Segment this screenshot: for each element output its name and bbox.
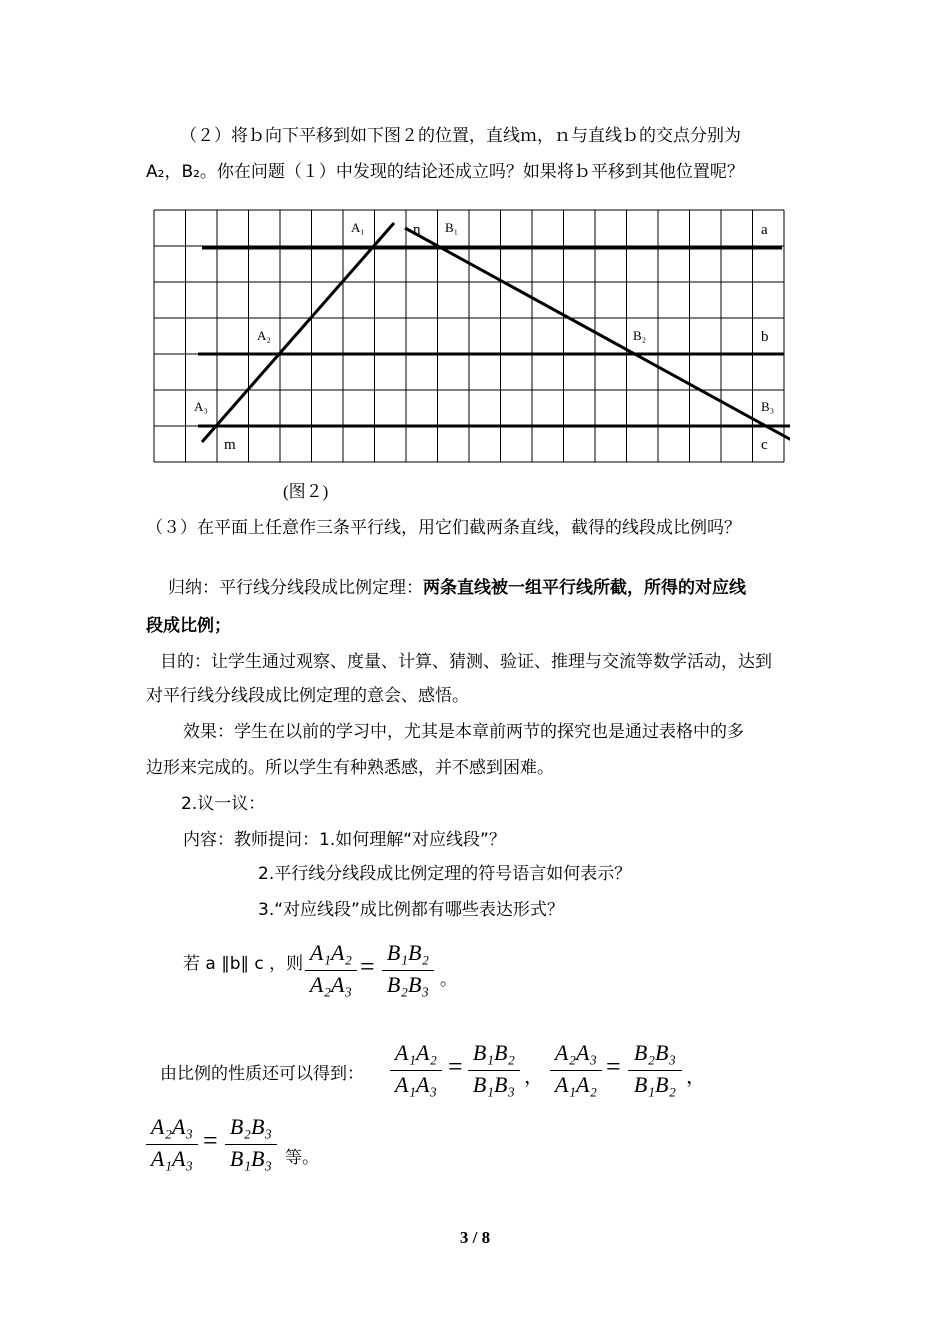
numerator: A₁A₂ xyxy=(394,1040,438,1065)
label-B1: B₁ xyxy=(445,220,459,235)
denominator: B₂B₃ xyxy=(386,972,430,997)
summary-line1 xyxy=(168,576,746,600)
question-1: 1.如何理解“对应线段”？ xyxy=(319,830,506,850)
question-3: 3.“对应线段”成比例都有哪些表达形式？ xyxy=(258,900,564,920)
label-A1: A₁ xyxy=(351,220,365,235)
discuss-question-1 xyxy=(183,828,506,852)
q2-line1: （２）将ｂ向下平移到如下图２的位置，直线ｍ，ｎ与直线ｂ的交点分别为 xyxy=(180,126,741,146)
numerator: B₂B₃ xyxy=(229,1114,273,1139)
label-a: a xyxy=(761,222,768,238)
fraction-B2B3-over-B1B2 xyxy=(628,1040,682,1102)
comma: ， xyxy=(686,1066,706,1088)
fraction-bar xyxy=(146,1144,198,1145)
fraction-bar xyxy=(468,1070,520,1071)
denominator: A₂A₃ xyxy=(309,972,353,997)
denominator: B₁B₃ xyxy=(229,1146,273,1171)
denominator: A₁A₃ xyxy=(150,1146,194,1171)
figure-grid-diagram xyxy=(150,208,790,464)
formula-prefix: 若 a ∥b∥ c ，则 xyxy=(183,954,304,974)
summary-line2: 段成比例； xyxy=(146,616,231,636)
question-2: 2.平行线分线段成比例定理的符号语言如何表示？ xyxy=(258,864,632,884)
label-A3: A₃ xyxy=(194,399,208,414)
figure-caption: (图２) xyxy=(283,482,329,501)
summary-theorem: 两条直线被一组平行线所截，所得的对应线 xyxy=(423,578,746,598)
fraction-bar xyxy=(550,1070,602,1071)
label-c: c xyxy=(761,437,768,453)
derive-prefix: 由比例的性质还可以得到： xyxy=(160,1064,364,1084)
comma: ， xyxy=(524,1066,544,1088)
purpose-line1: 目的：让学生通过观察、度量、计算、猜测、验证、推理与交流等数学活动，达到 xyxy=(160,652,772,672)
numerator: B₁B₂ xyxy=(386,940,430,965)
label-b: b xyxy=(761,329,769,345)
fraction-B2B3-over-B1B3 xyxy=(225,1114,277,1176)
transversal-m xyxy=(202,223,394,442)
fraction-A2A3-over-A1A3 xyxy=(146,1114,198,1176)
denominator: A₁A₃ xyxy=(394,1072,438,1097)
content-label: 内容：教师提问： xyxy=(183,830,319,850)
label-B3: B₃ xyxy=(761,399,775,414)
label-B2: B₂ xyxy=(633,328,647,343)
transversal-n xyxy=(405,228,790,448)
fraction-A2A3-over-A1A2 xyxy=(550,1040,602,1102)
end-suffix: 等。 xyxy=(285,1148,319,1168)
q2-line2: A₂，B₂。你在问题（１）中发现的结论还成立吗？如果将ｂ平移到其他位置呢？ xyxy=(146,162,744,182)
label-n: n xyxy=(413,222,421,238)
numerator: A₁A₂ xyxy=(309,940,353,965)
equals-sign: = xyxy=(360,952,375,981)
numerator: B₂B₃ xyxy=(633,1040,677,1065)
fraction-B1B2-over-B2B3 xyxy=(382,940,434,1002)
page-number: 3 / 8 xyxy=(459,1228,491,1247)
effect-line2: 边形来完成的。所以学生有种熟悉感，并不感到困难。 xyxy=(146,758,554,778)
discuss-heading: 2.议一议： xyxy=(181,794,266,814)
label-m: m xyxy=(224,437,236,453)
fraction-bar xyxy=(305,970,357,971)
fraction-A1A2-over-A2A3 xyxy=(305,940,357,1002)
denominator: A₁A₂ xyxy=(554,1072,598,1097)
fraction-A1A2-over-A1A3 xyxy=(390,1040,442,1102)
fraction-bar xyxy=(628,1070,682,1071)
q3-line: （３）在平面上任意作三条平行线，用它们截两条直线，截得的线段成比例吗？ xyxy=(146,518,741,538)
equals-sign: = xyxy=(203,1126,218,1155)
numerator: A₂A₃ xyxy=(150,1114,194,1139)
denominator: B₁B₂ xyxy=(633,1072,677,1097)
effect-line1: 效果：学生在以前的学习中，尤其是本章前两节的探究也是通过表格中的多 xyxy=(183,722,744,742)
purpose-line2: 对平行线分线段成比例定理的意会、感悟。 xyxy=(146,686,469,706)
formula-suffix: 。 xyxy=(440,970,457,990)
denominator: B₁B₃ xyxy=(472,1072,516,1097)
label-A2: A₂ xyxy=(257,328,271,343)
fraction-bar xyxy=(382,970,434,971)
fraction-bar xyxy=(390,1070,442,1071)
fraction-B1B2-over-B1B3 xyxy=(468,1040,520,1102)
numerator: B₁B₂ xyxy=(472,1040,516,1065)
equals-sign: = xyxy=(448,1052,463,1081)
fraction-bar xyxy=(225,1144,277,1145)
equals-sign: = xyxy=(606,1052,621,1081)
numerator: A₂A₃ xyxy=(554,1040,598,1065)
summary-prefix: 归纳：平行线分线段成比例定理： xyxy=(168,578,423,598)
